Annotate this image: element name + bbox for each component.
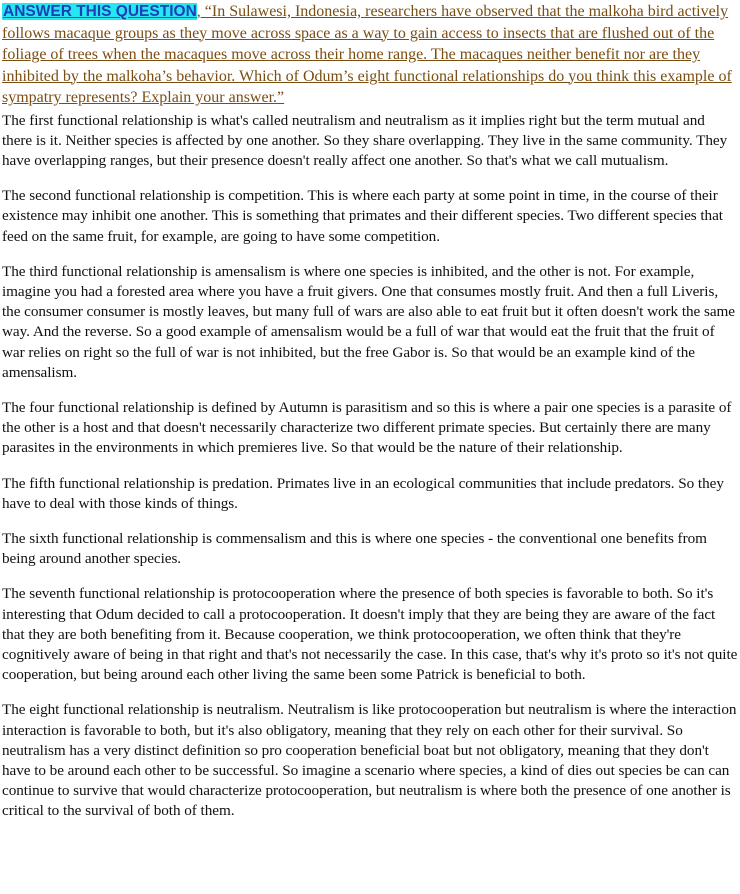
answer-paragraph-5: The fifth functional relationship is predation. Primates live in an ecological communities that include predators. So they have to deal with those kinds of things.: [2, 474, 724, 512]
answer-this-question-label: ANSWER THIS QUESTION: [3, 3, 197, 20]
question-block: [2, 0, 738, 109]
answer-paragraph-6: The sixth functional relationship is commensalism and this is where one species - the conventional one benefits from being around another species.: [2, 529, 707, 568]
answer-paragraph-8: The eight functional relationship is neutralism. Neutralism is like protocooperation but neutralism is where the interaction interaction is favorable to both, but it's also obligatory, meaning that they rely on each other for their survival. So neutralism has a very distinct definition so pro cooperation beneficial boat but not obligatory, meaning that they don't have to be around each other to be successful. So imagine a scenario where species, a kind of dies out species be can can continue to survive that would characterize protocooperation, but neutralism is where both the presence of one another is critical to the survival of both of them.: [2, 701, 737, 820]
question-text: “In Sulawesi, Indonesia, researchers have observed that the malkoha bird actively follows macaque groups as they move across space as a way to gain access to insects that are flushed out of the foliage of trees when the macaques move across their home range. The macaques neither benefit nor are they inhibited by the malkoha’s behavior. Which of Odum’s eight functional relationships do you think this example of sympatry represents? Explain your answer.”: [2, 3, 732, 106]
answer-paragraph-7: The seventh functional relationship is protocooperation where the presence of both species is favorable to both. So it's interesting that Odum decided to call a protocooperation. It doesn't imply that they are being they are aware of the fact that they are both benefiting from it. Because cooperation, we think protocooperation, we often think that they're cognitively aware of being in that right and that's not necessarily the case. In this case, that's why it's proto so it's not quite cooperation, but being around each other living the same been some Patrick is beneficial to both.: [2, 585, 738, 684]
answer-paragraph-3: The third functional relationship is amensalism is where one species is inhibited, and the other is not. For example, imagine you had a forested area where you have a fruit givers. One that consumes mostly fruit. And then a full Liveris, the consumer consumer is mostly leaves, but many full of wars are also able to eat fruit but it often doesn't work the same way. And the reverse. So a good example of amensalism would be a full of war that would eat the fruit that the fruit of war relies on right so the full of war is not inhibited, but the free Gabor is. So that would be an example kind of the amensalism.: [2, 262, 735, 381]
answer-paragraph-1: The first functional relationship is what's called neutralism and neutralism as it implies right but the term mutual and there is it. Neither species is affected by one another. So they share overlapping. They live in the same community. They have overlapping ranges, but their presence doesn't really affect one another. So that's what we call mutualism.: [2, 111, 728, 169]
question-comma: ,: [196, 3, 201, 20]
answer-paragraph-4: The four functional relationship is defined by Autumn is parasitism and so this is where a pair one species is a parasite of the other is a host and that doesn't necessarily characterize two different primate species. But certainly there are many parasites in the environments in which premieres live. So that would be the nature of their relationship.: [2, 398, 732, 457]
answer-paragraph-2: The second functional relationship is competition. This is where each party at some point in time, in the course of their existence may inhibit one another. This is something that primates and their different species. Two different species that feed on the same fruit, for example, are going to have some competition.: [2, 187, 723, 245]
